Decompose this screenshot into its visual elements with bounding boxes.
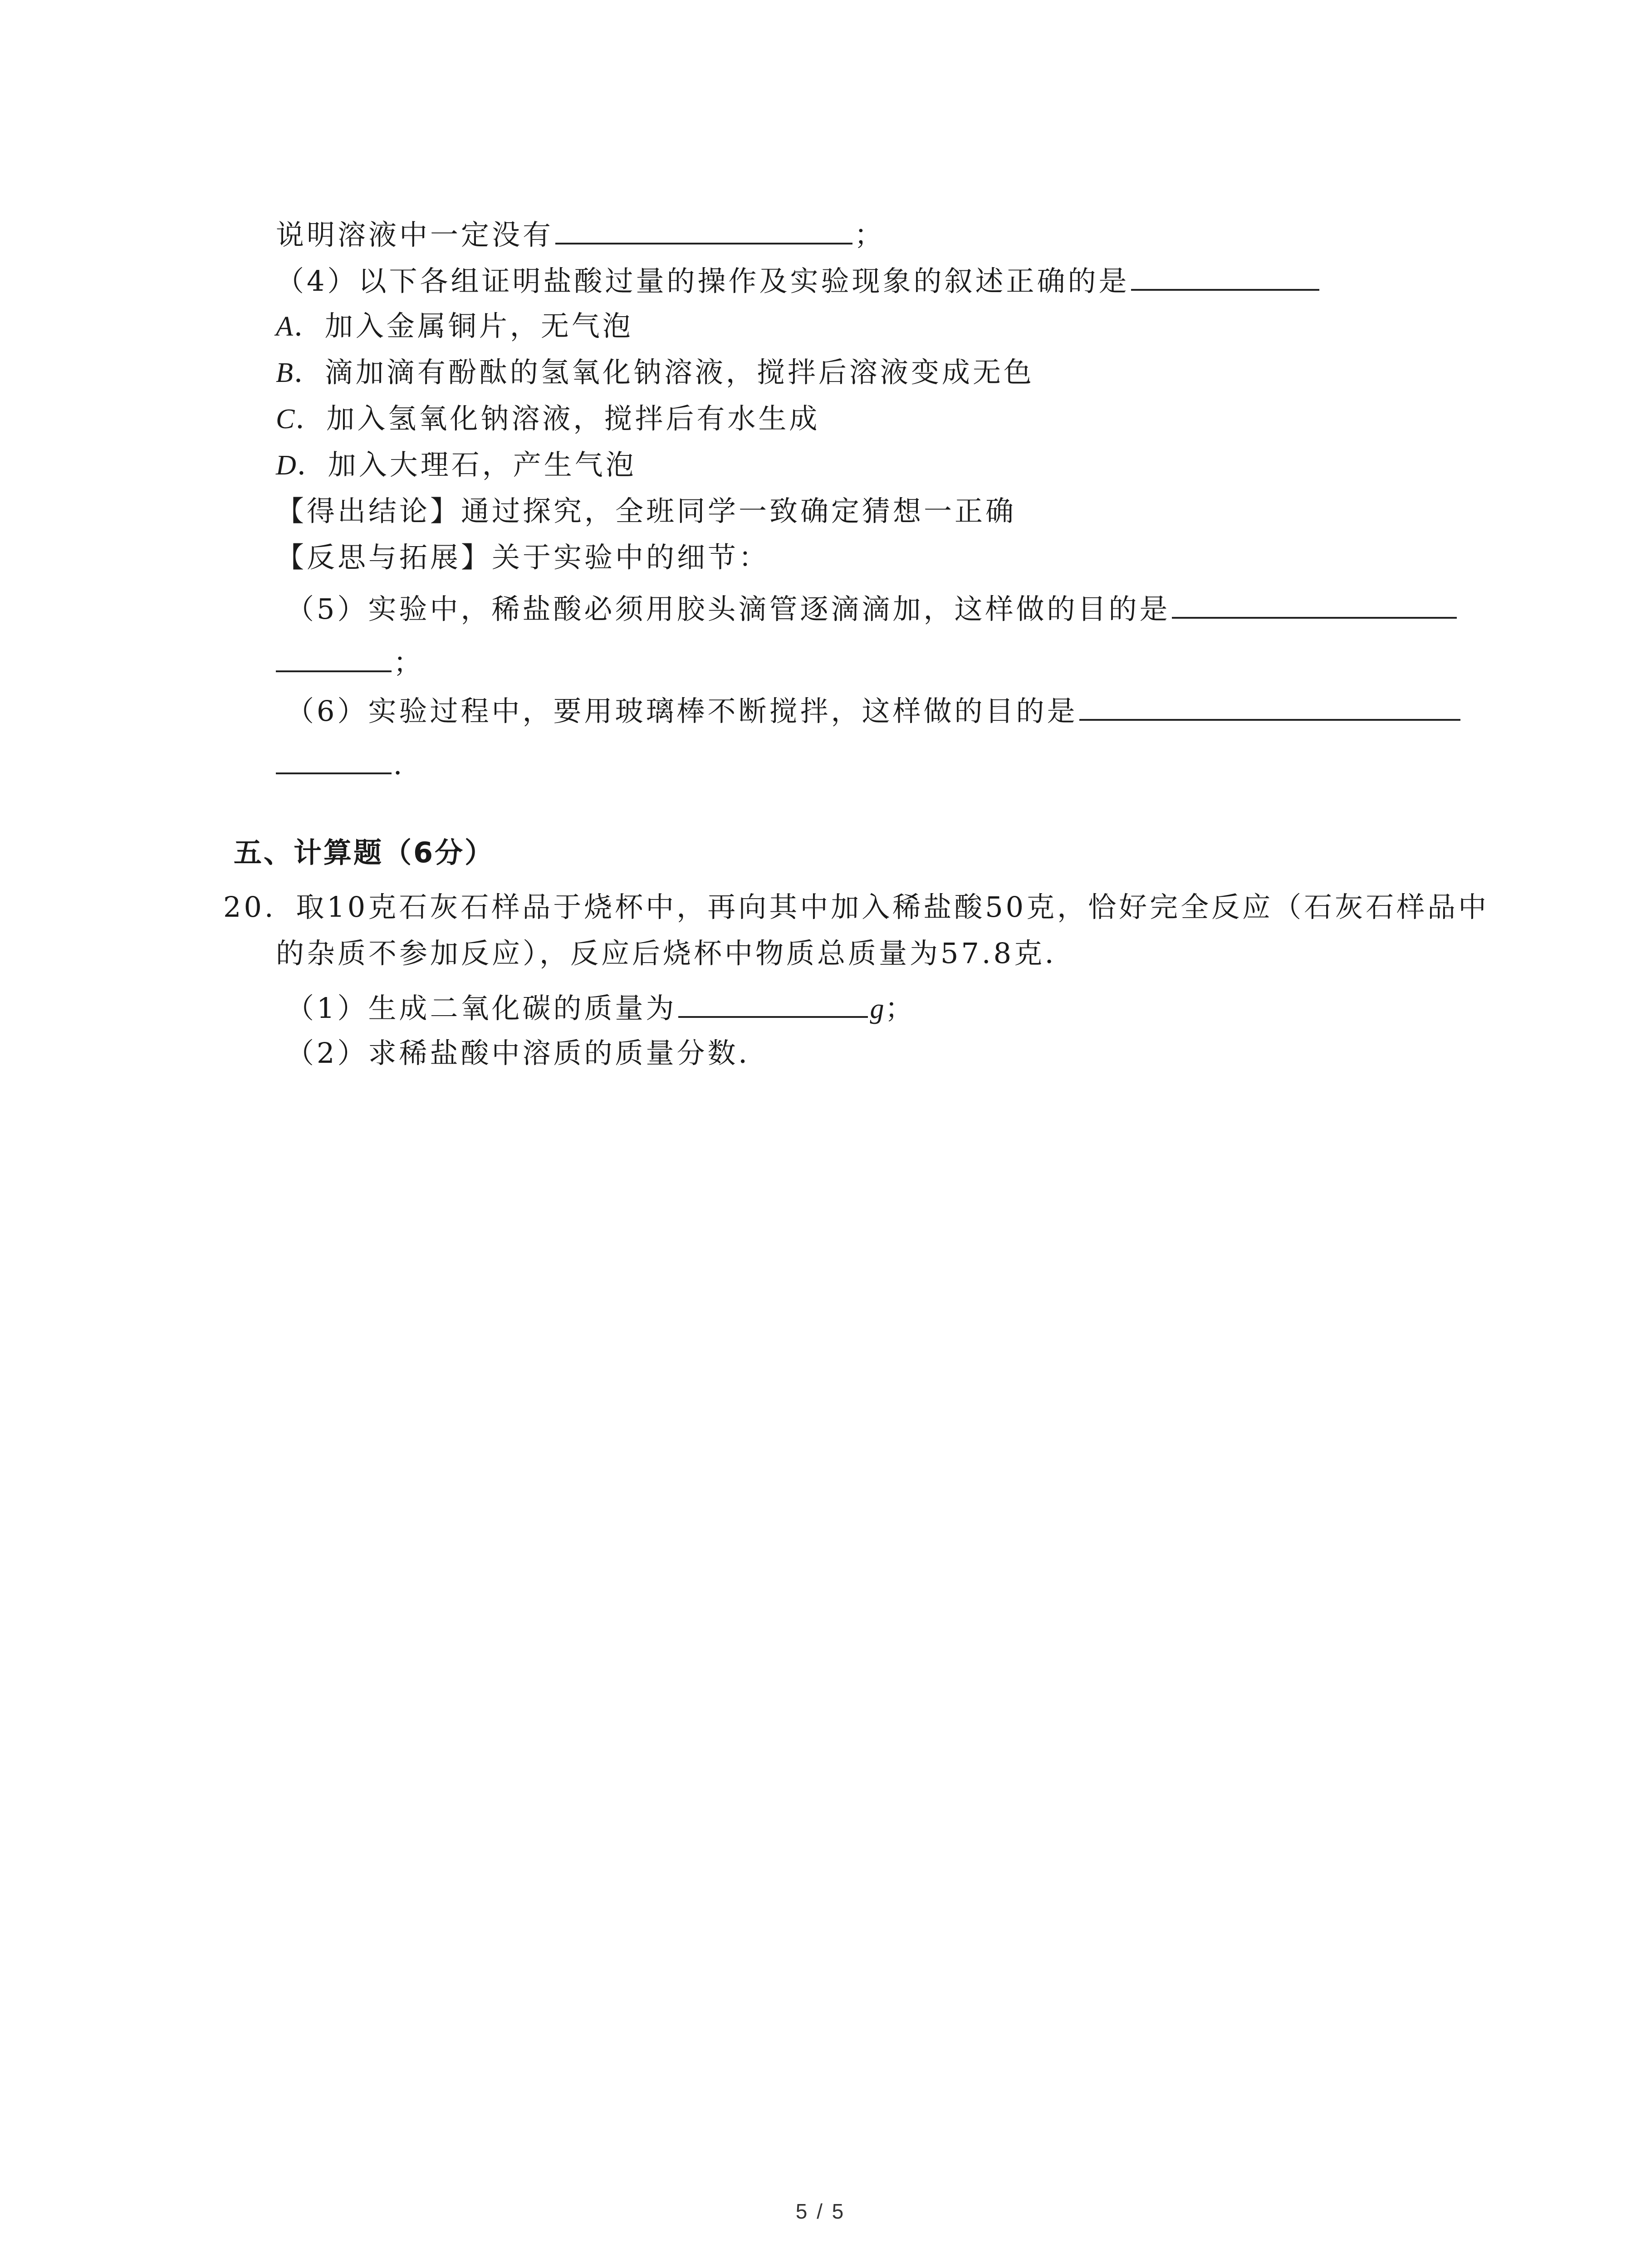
q4-answer-blank[interactable]	[1131, 262, 1319, 291]
option-b-text: ．滴加滴有酚酞的氢氧化钠溶液，搅拌后溶液变成无色	[294, 356, 1034, 389]
q20-line1	[223, 889, 1489, 925]
option-b	[276, 354, 1034, 391]
q5-answer-blank-2[interactable]	[276, 643, 392, 672]
q20-text-line1: 取10克石灰石样品于烧杯中，再向其中加入稀盐酸50克，恰好完全反应（石灰石样品中	[296, 890, 1489, 924]
reflection-line	[276, 539, 769, 576]
option-a	[276, 308, 633, 345]
q20-sub2-text: （2）求稀盐酸中溶质的质量分数．	[286, 1036, 769, 1070]
option-c	[276, 401, 820, 437]
q5-line2	[276, 643, 424, 681]
option-c-text: ．加入氢氧化钠溶液，搅拌后有水生成	[295, 402, 820, 435]
section-title: 五、计算题（6分）	[234, 836, 495, 869]
q5-answer-blank-1[interactable]	[1172, 590, 1457, 619]
q20-sub1-answer-blank[interactable]	[678, 989, 868, 1018]
conclusion-line	[276, 493, 1016, 529]
q6-line2	[276, 745, 424, 783]
q6-answer-blank-2[interactable]	[276, 745, 392, 774]
q20-sub1	[286, 989, 916, 1027]
q4-prompt: （4）以下各组证明盐酸过量的操作及实验现象的叙述正确的是	[276, 264, 1130, 298]
option-d-letter: D	[276, 450, 297, 481]
q20-sub1-prompt: （1）生成二氧化碳的质量为	[286, 992, 677, 1025]
q6-prompt: （6）实验过程中，要用玻璃棒不断搅拌，这样做的目的是	[286, 694, 1078, 728]
conclusion-text: 【得出结论】通过探究，全班同学一致确定猜想一正确	[276, 494, 1017, 528]
option-d	[276, 447, 637, 484]
q5-end: ；	[393, 646, 425, 679]
option-a-text: ．加入金属铜片，无气泡	[294, 309, 633, 342]
page-number: 5 / 5	[795, 2200, 846, 2223]
q3-tail-line	[276, 215, 885, 253]
q20-sub2	[286, 1035, 769, 1071]
q6-line	[286, 692, 1462, 729]
section-heading	[234, 835, 495, 871]
option-d-text: ．加入大理石，产生气泡	[297, 448, 637, 481]
q4-line	[276, 262, 1321, 299]
q5-prompt: （5）实验中，稀盐酸必须用胶头滴管逐滴滴加，这样做的目的是	[286, 592, 1171, 626]
option-c-letter: C	[276, 404, 296, 435]
q20-sub1-unit: g	[870, 993, 885, 1024]
q6-answer-blank-1[interactable]	[1079, 692, 1460, 721]
option-b-letter: B	[276, 357, 294, 388]
q3-tail-end: ；	[854, 218, 886, 251]
q20-number: 20.	[223, 890, 276, 924]
q3-tail-text: 说明溶液中一定没有	[276, 218, 554, 251]
q6-end: ．	[393, 748, 425, 781]
q3-answer-blank[interactable]	[555, 215, 852, 244]
q20-line2	[276, 935, 1076, 972]
q5-line	[286, 590, 1459, 627]
q20-sub1-end: ；	[885, 992, 916, 1025]
option-a-letter: A	[276, 311, 294, 342]
reflection-text: 【反思与拓展】关于实验中的细节：	[276, 541, 770, 574]
q20-text-line2: 的杂质不参加反应），反应后烧杯中物质总质量为57.8克．	[276, 937, 1076, 970]
